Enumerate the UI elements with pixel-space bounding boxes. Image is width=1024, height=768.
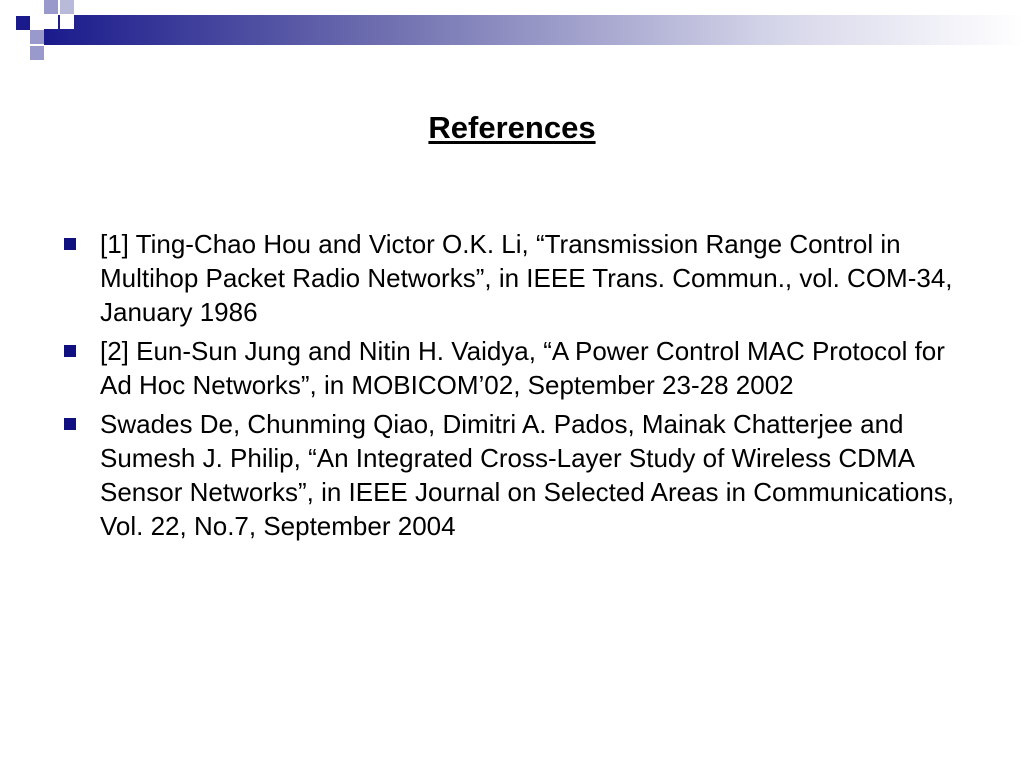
header-gradient-bar [44, 15, 1024, 45]
header-decoration [0, 0, 1024, 70]
reference-text: Swades De, Chunming Qiao, Dimitri A. Pados, Mainak Chatterjee and Sumesh J. Philip, “An Integrated Cross-Layer Study of Wireless CDMA Sensor Networks”, in IEEE Journal on Selected Areas in Communications, Vol. 22, No.7, September 2004 [100, 409, 955, 541]
reference-item [0, 334, 1024, 402]
slide-title: References [428, 110, 596, 145]
decor-square [30, 30, 44, 44]
reference-item [0, 407, 1024, 543]
decor-square [60, 15, 74, 29]
reference-item [0, 227, 1024, 329]
reference-text: [1] Ting-Chao Hou and Victor O.K. Li, “Transmission Range Control in Multihop Packet Radio Networks”, in IEEE Trans. Commun., vol. COM-34, January 1986 [100, 229, 953, 327]
decor-square [16, 16, 30, 30]
decor-square [30, 46, 44, 60]
decor-square [60, 0, 74, 14]
square-bullet-icon [64, 345, 76, 357]
decor-square [44, 15, 58, 29]
square-bullet-icon [64, 418, 76, 430]
reference-list [0, 227, 1024, 548]
decor-square [44, 0, 58, 14]
reference-text: [2] Eun-Sun Jung and Nitin H. Vaidya, “A Power Control MAC Protocol for Ad Hoc Networks”, in MOBICOM’02, September 23-28 2002 [100, 336, 945, 400]
square-bullet-icon [64, 238, 76, 250]
